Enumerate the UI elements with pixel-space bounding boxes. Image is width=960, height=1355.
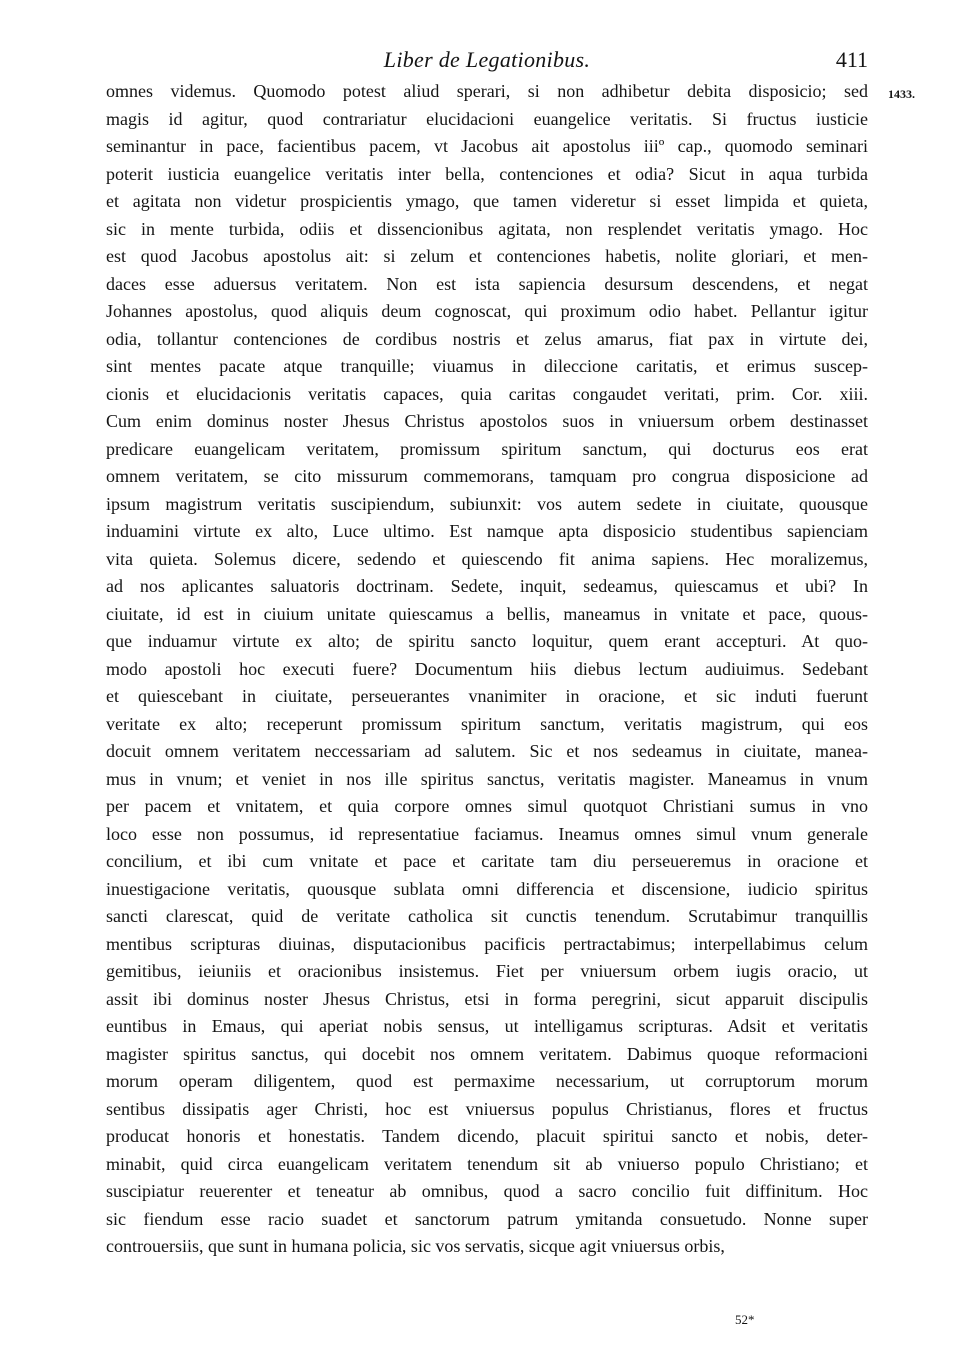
page-header xyxy=(106,40,868,80)
text-line: docuit omnem veritatem neccessariam ad salutem. Sic et nos sedeamus in ciuitate, manea- xyxy=(106,741,868,761)
text-line: daces esse aduersus veritatem. Non est ista sapiencia desursum descendens, et negat xyxy=(106,273,868,294)
text-line: sint mentes pacate atque tranquille; viuamus in dileccione caritatis, et erimus suscep- xyxy=(106,356,868,376)
text-line: cionis et elucidacionis veritatis capaces, quia caritas congaudet veritati, prim. Cor. xiii. xyxy=(106,383,868,404)
text-line: que induamur virtute ex alto; de spiritu sancto loquitur, quem erant accepturi. At quo- xyxy=(106,631,868,651)
text-line: poterit iusticia euangelice veritatis inter bella, contenciones et odia? Sicut in aqua turbida xyxy=(106,163,868,184)
text-line: Johannes apostolus, quod aliquis deum cognoscat, qui proximum odio habet. Pellantur igitur xyxy=(106,301,868,321)
text-line: est quod Jacobus apostolus ait: si zelum et contenciones habetis, nolite gloriari, et men- xyxy=(106,246,868,266)
printer-signature-mark: 52* xyxy=(735,1312,755,1327)
text-line: concilium, et ibi cum vnitate et pace et caritate tam diu perseueremus in oracione et xyxy=(106,851,868,871)
text-line: minabit, quid circa euangelicam veritatem tenendum sit ab vniuerso populo Christiano; et xyxy=(106,1153,868,1174)
text-line: Cum enim dominus noster Jhesus Christus apostolos suos in vniuersum orbem destinasset xyxy=(106,411,868,431)
text-line: controuersiis, que sunt in humana policia, sic vos servatis, sicque agit vniuersus orbis, xyxy=(106,1236,725,1256)
text-line: morum operam diligentem, quod est permaxime necessarium, ut corruptorum morum xyxy=(106,1071,868,1091)
text-line: inuestigacione veritatis, quousque sublata omni differencia et discensione, iudicio spiritus xyxy=(106,878,868,899)
text-line: sancti clarescat, quid de veritate catholica sit cunctis tenendum. Scrutabimur tranquillis xyxy=(106,906,868,926)
text-line: modo apostoli hoc executi fuere? Documentum hiis diebus lectum audiuimus. Sedebant xyxy=(106,658,868,679)
margin-year-note: 1433. xyxy=(888,87,915,101)
text-line: euntibus in Emaus, qui aperiat nobis sensus, ut intelligamus scripturas. Adsit et veritatis xyxy=(106,1016,868,1036)
text-line: seminantur in pace, facientibus pacem, vt Jacobus ait apostolus iiiº cap., quomodo seminari xyxy=(106,136,868,156)
text-line: induamini virtute ex alto, Luce ultimo. Est namque apta disposicio studentibus sapienciam xyxy=(106,521,868,541)
text-line: sentibus dissipatis ager Christi, hoc est vniuersus populus Christianus, flores et fructus xyxy=(106,1098,868,1119)
running-title: Liber de Legationibus. xyxy=(383,47,591,72)
text-line: mus in vnum; et veniet in nos ille spiritus sanctus, veritatis magister. Maneamus in vnum xyxy=(106,768,868,789)
text-line: mentibus scripturas diuinas, disputacionibus pacificis pertractabimus; interpellabimus celum xyxy=(106,933,868,954)
text-line: assit ibi dominus noster Jhesus Christus, etsi in forma peregrini, sicut apparuit discipulis xyxy=(106,988,868,1009)
text-line: omnes videmus. Quomodo potest aliud sperari, si non adhibetur debita disposicio; sed xyxy=(106,81,868,101)
text-line: predicare euangelicam veritatem, promissum spiritum sanctum, qui docturus eos erat xyxy=(106,438,868,459)
text-line: gemitibus, ieiuniis et oracionibus insistemus. Fiet per vniuersum orbem iugis oracio, ut xyxy=(106,961,868,981)
text-line: suscipiatur reuerenter et teneatur ab omnibus, quod a sacro concilio fuit diffinitum. Hoc xyxy=(106,1181,868,1201)
text-line: vita quieta. Solemus dicere, sedendo et quiescendo fit anima sapiens. Hec moralizemus, xyxy=(106,548,868,569)
text-line: per pacem et vnitatem, et quia corpore omnes simul quotquot Christiani sumus in vno xyxy=(106,796,868,816)
text-line: magis id agitur, quod contrariatur elucidacioni euangelice veritatis. Si fructus iusticie xyxy=(106,108,868,129)
text-line: magister spiritus sanctus, qui docebit nos omnem veritatem. Dabimus quoque reformacioni xyxy=(106,1043,868,1064)
text-line: et agitata non videtur prospicientis ymago, que tamen videretur si esset limpida et quieta, xyxy=(106,191,868,211)
text-line: ad nos aplicantes saluatoris doctrinam. Sedete, inquit, sedeamus, quiescamus et ubi? In xyxy=(106,576,868,596)
body-text xyxy=(106,78,868,1261)
page-number: 411 xyxy=(835,47,868,72)
text-line: odia, tollantur contenciones de cordibus nostris et zelus amarus, fiat pax in virtute dei, xyxy=(106,328,868,349)
text-line: loco esse non possumus, id representatiue faciamus. Ineamus omnes simul vnum generale xyxy=(106,823,868,844)
text-line: et quiescebant in ciuitate, perseuerantes vnanimiter in oracione, et sic induti fuerunt xyxy=(106,686,868,706)
text-line: omnem veritatem, se cito missurum commemorans, tamquam pro congrua disposicione ad xyxy=(106,466,868,486)
text-line: producat honoris et honestatis. Tandem dicendo, placuit spiritui sancto et nobis, deter- xyxy=(106,1126,868,1146)
text-line: sic in mente turbida, odiis et dissencionibus agitata, non resplendet veritatis ymago. Hoc xyxy=(106,218,868,239)
text-line: veritate ex alto; receperunt promissum spiritum sanctum, veritatis magistrum, qui eos xyxy=(106,713,868,734)
text-line: ciuitate, id est in ciuium unitate quiescamus a bellis, maneamus in vnitate et pace, quous- xyxy=(106,603,868,624)
text-line: ipsum magistrum veritatis suscipiendum, subiunxit: vos autem sedete in ciuitate, quousque xyxy=(106,493,868,514)
text-line: sic fiendum esse racio suadet et sanctorum patrum ymitanda consuetudo. Nonne super xyxy=(106,1208,868,1229)
